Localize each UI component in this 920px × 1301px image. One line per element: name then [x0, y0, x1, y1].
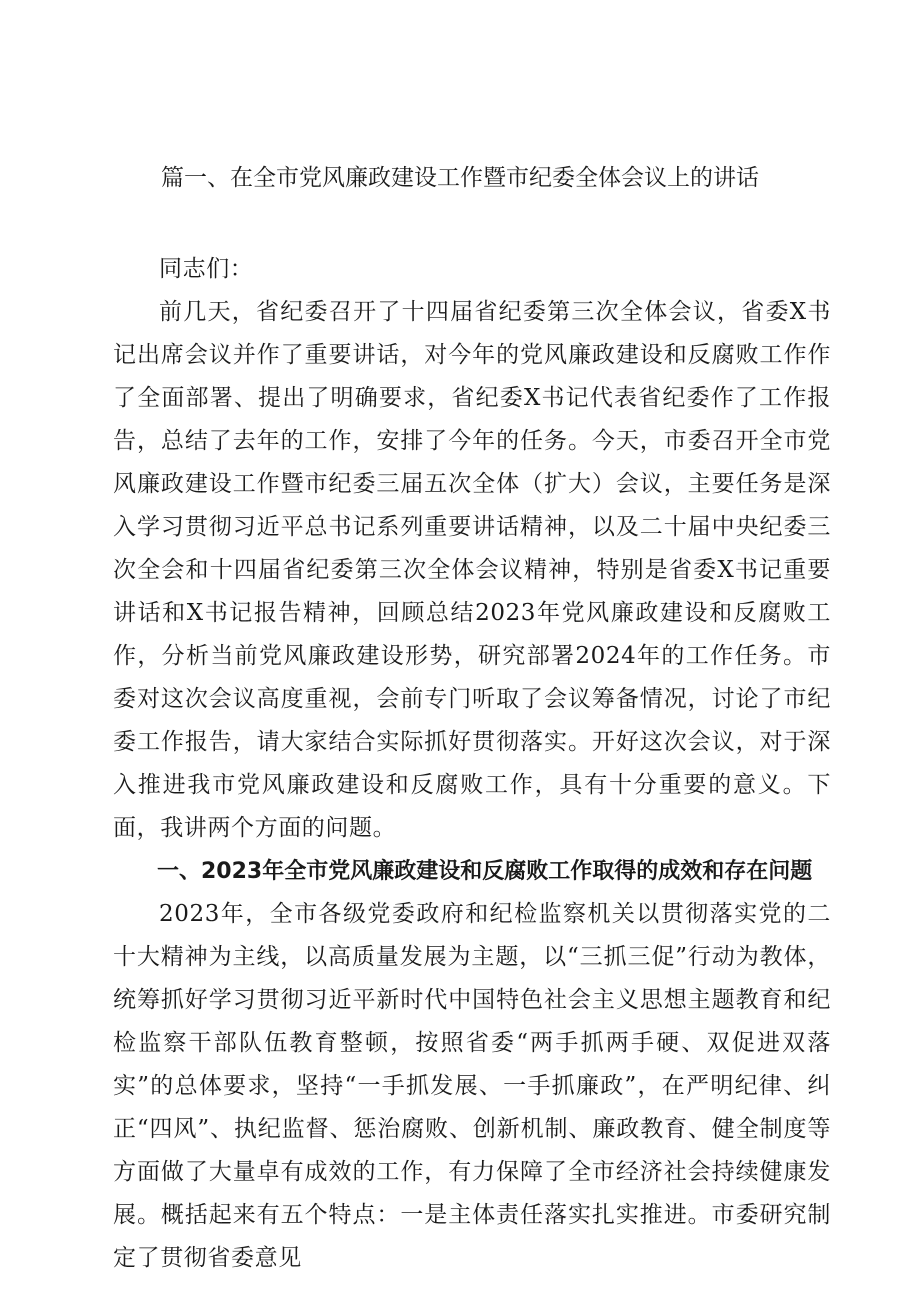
document-title: 篇一、在全市党风廉政建设工作暨市纪委全体会议上的讲话 [161, 165, 759, 191]
salutation: 同志们： [159, 256, 254, 282]
document-body [113, 248, 831, 1280]
paragraph: 前几天，省纪委召开了十四届省纪委第三次全体会议，省委X书记出席会议并作了重要讲话，对今年的党风廉政建设和反腐败工作作了全面部署、提出了明确要求，省纪委X书记代表省纪委作了工作报告，总结了去年的工作，安排了今年的任务。今天，市委召开全市党风廉政建设工作暨市纪委三届五次全体（扩大）会议，主要任务是深入学习贯彻习近平总书记系列重要讲话精神，以及二十届中央纪委三次全会和十四届省纪委第三次全体会议精神，特别是省委X书记重要讲话和X书记报告精神，回顾总结2023年党风廉政建设和反腐败工作，分析当前党风廉政建设形势，研究部署2024年的工作任务。市委对这次会议高度重视，会前专门听取了会议筹备情况，讨论了市纪委工作报告，请大家结合实际抓好贯彻落实。开好这次会议，对于深入推进我市党风廉政建设和反腐败工作，具有十分重要的意义。下面，我讲两个方面的问题。 [113, 299, 831, 841]
paragraph: 2023年，全市各级党委政府和纪检监察机关以贯彻落实党的二十大精神为主线，以高质量发展为主题，以“三抓三促”行动为教体，统筹抓好学习贯彻习近平新时代中国特色社会主义思想主题教育和纪检监察干部队伍教育整顿，按照省委“两手抓两手硬、双促进双落实”的总体要求，坚持“一手抓发展、一手抓廉政”，在严明纪律、纠正“四风”、执纪监督、惩治腐败、创新机制、廉政教育、健全制度等方面做了大量卓有成效的工作，有力保障了全市经济社会持续健康发展。概括起来有五个特点：一是主体责任落实扎实推进。市委研究制定了贯彻省委意见 [113, 901, 831, 1271]
section-heading: 一、2023年全市党风廉政建设和反腐败工作取得的成效和存在问题 [157, 859, 813, 884]
